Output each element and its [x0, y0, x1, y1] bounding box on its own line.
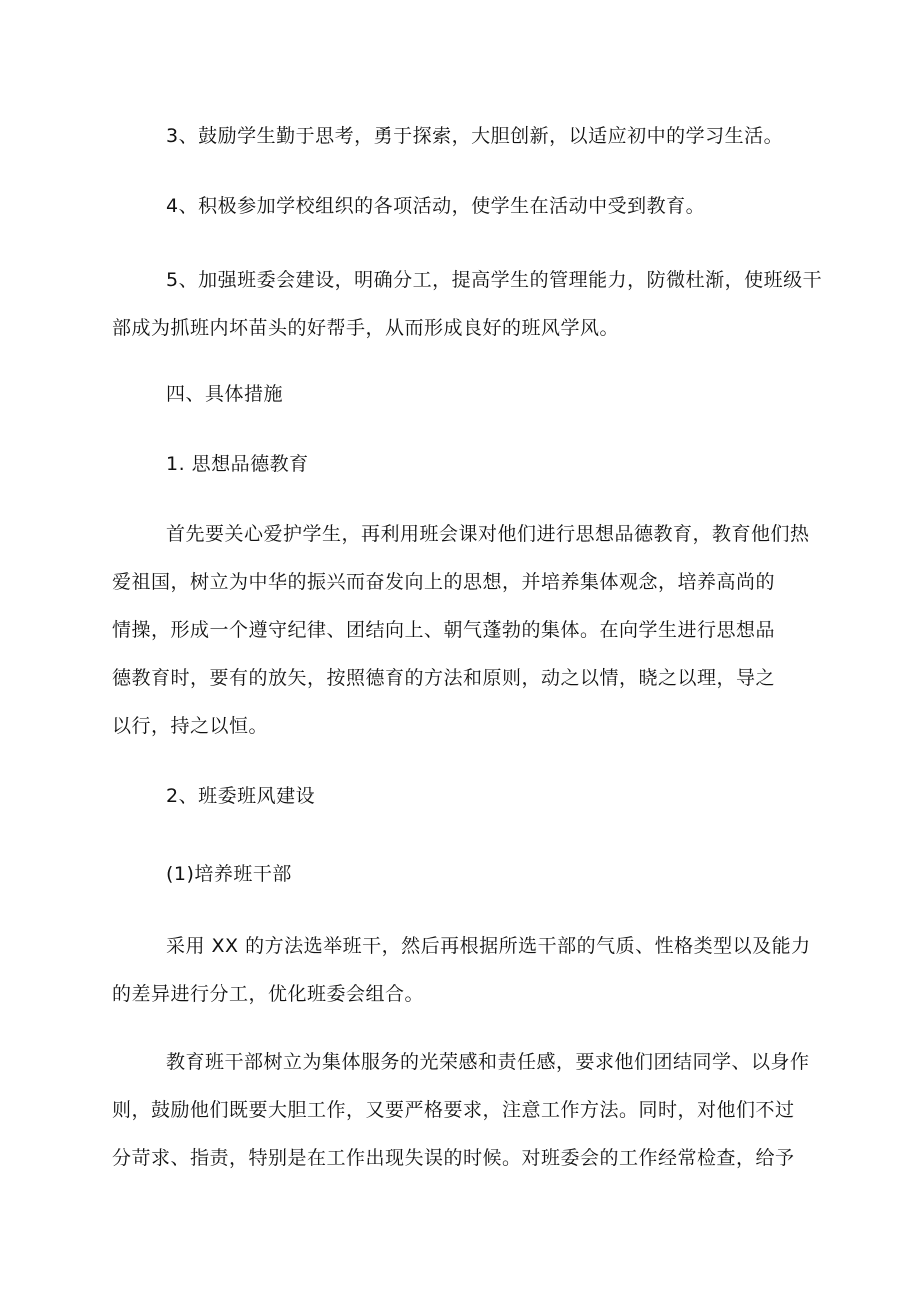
paragraph-line: 德教育时，要有的放矢，按照德育的方法和原则，动之以情，晓之以理，导之	[112, 667, 776, 689]
paragraph-line: 5、加强班委会建设，明确分工，提高学生的管理能力，防微杜渐，使班级干	[166, 269, 823, 291]
paragraph-line: 部成为抓班内坏苗头的好帮手，从而形成良好的班风学风。	[112, 317, 620, 339]
paragraph-election	[112, 922, 811, 1018]
paragraph-3	[166, 112, 783, 160]
subsection-heading	[166, 772, 315, 820]
paragraph-line: 4、积极参加学校组织的各项活动，使学生在活动中受到教育。	[166, 195, 706, 217]
heading-text: (1)培养班干部	[166, 863, 292, 885]
paragraph-moral-education	[112, 510, 810, 750]
paragraph-5	[112, 256, 823, 352]
paragraph-line: 采用 XX 的方法选举班干，然后再根据所选干部的气质、性格类型以及能力	[166, 935, 811, 957]
paragraph-4	[166, 182, 705, 230]
paragraph-line: 爱祖国，树立为中华的振兴而奋发向上的思想，并培养集体观念，培养高尚的	[112, 571, 776, 593]
heading-text: 2、班委班风建设	[166, 785, 316, 807]
paragraph-line: 首先要关心爱护学生，再利用班会课对他们进行思想品德教育，教育他们热	[166, 523, 810, 545]
paragraph-line: 3、鼓励学生勤于思考，勇于探索，大胆创新，以适应初中的学习生活。	[166, 125, 784, 147]
paragraph-line: 则，鼓励他们既要大胆工作，又要严格要求，注意工作方法。同时，对他们不过	[112, 1099, 795, 1121]
paragraph-line: 教育班干部树立为集体服务的光荣感和责任感，要求他们团结同学、以身作	[166, 1051, 810, 1073]
heading-text: 四、具体措施	[166, 383, 284, 405]
paragraph-line: 的差异进行分工，优化班委会组合。	[112, 983, 425, 1005]
section-heading	[166, 370, 283, 418]
paragraph-line: 分苛求、指责，特别是在工作出现失误的时候。对班委会的工作经常检查，给予	[112, 1147, 795, 1169]
subsection-heading	[166, 850, 292, 898]
subsection-heading	[166, 440, 309, 488]
paragraph-cadre-education	[112, 1038, 810, 1182]
heading-text: 1. 思想品德教育	[166, 453, 309, 475]
paragraph-line: 情操，形成一个遵守纪律、团结向上、朝气蓬勃的集体。在向学生进行思想品	[112, 619, 776, 641]
paragraph-line: 以行，持之以恒。	[112, 715, 269, 737]
